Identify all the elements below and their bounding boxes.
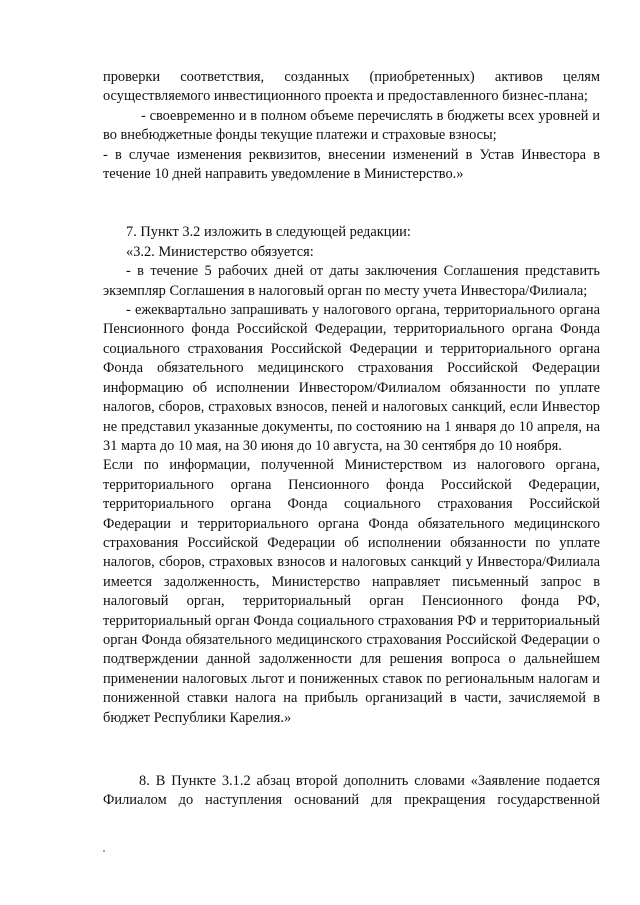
paragraph-item-7-heading: 7. Пункт 3.2 изложить в следующей редакции: [126, 224, 411, 241]
paragraph-gap [103, 728, 600, 772]
paragraph-item-8: 8. В Пункте 3.1.2 абзац второй дополнить словами «Заявление подается Филиалом до наступления оснований для прекращения государственной [103, 773, 600, 809]
paragraph-debt-inquiry: Если по информации, полученной Министерством из налогового органа, территориального органа Пенсионного фонда Российской Федерации, территориального органа Фонда социального страхования Российской Федерации и территориального органа Фонда обязательного медицинского страхования Российской Федерации об исполнении обязанности по уплате налогов, сборов, страховых взносов и налоговых санкций у Инвестора/Филиала имеется задолженность, Министерство направляет письменный запрос в налоговый орган, территориальный орган Пенсионного фонда РФ, территориальный орган Фонда социального страхования РФ и территориальный орган Фонда обязательного медицинского страхования Российской Федерации о подтверждении данной задолженности для решения вопроса о дальнейшем применении налоговых льгот и пониженных ставок по региональным налогам и пониженной ставки налога на прибыль организаций в части, зачисляемой в бюджет Республики Карелия.» [103, 457, 600, 726]
document-body [103, 68, 600, 811]
paragraph-gap [103, 184, 600, 223]
paragraph-tax-payments: - своевременно и в полном объеме перечислять в бюджеты всех уровней и во внебюджетные фонды текущие платежи и страховые взносы; [103, 107, 600, 144]
paragraph-requisites-change: - в случае изменения реквизитов, внесении изменений в Устав Инвестора в течение 10 дней направить уведомление в Министерство.» [103, 146, 600, 183]
paragraph-audit-assets: проверки соответствия, созданных (приобретенных) активов целям осуществляемого инвестиционного проекта и предоставленного бизнес-плана; [103, 69, 600, 105]
paragraph-agreement-copy: - в течение 5 рабочих дней от даты заключения Соглашения представить экземпляр Соглашения в налоговый орган по месту учета Инвестора/Филиала; [103, 263, 600, 299]
paragraph-quarterly-request: - ежеквартально запрашивать у налогового органа, территориального органа Пенсионного фонда Российской Федерации, территориального органа Фонда социального страхования Российской Федерации и территориального органа Фонда обязательного медицинского страхования Российской Федерации информацию об исполнении Инвестором/Филиалом обязанности по уплате налогов, сборов, страховых взносов, пеней и налоговых санкций, если Инвестор не представил указанные документы, по состоянию на 1 января до 10 апреля, на 31 марта до 10 мая, на 30 июня до 10 августа, на 30 сентября до 10 ноября. [103, 302, 600, 454]
scan-speck [103, 850, 105, 852]
paragraph-ministry-obliged: «3.2. Министерство обязуется: [126, 243, 314, 260]
